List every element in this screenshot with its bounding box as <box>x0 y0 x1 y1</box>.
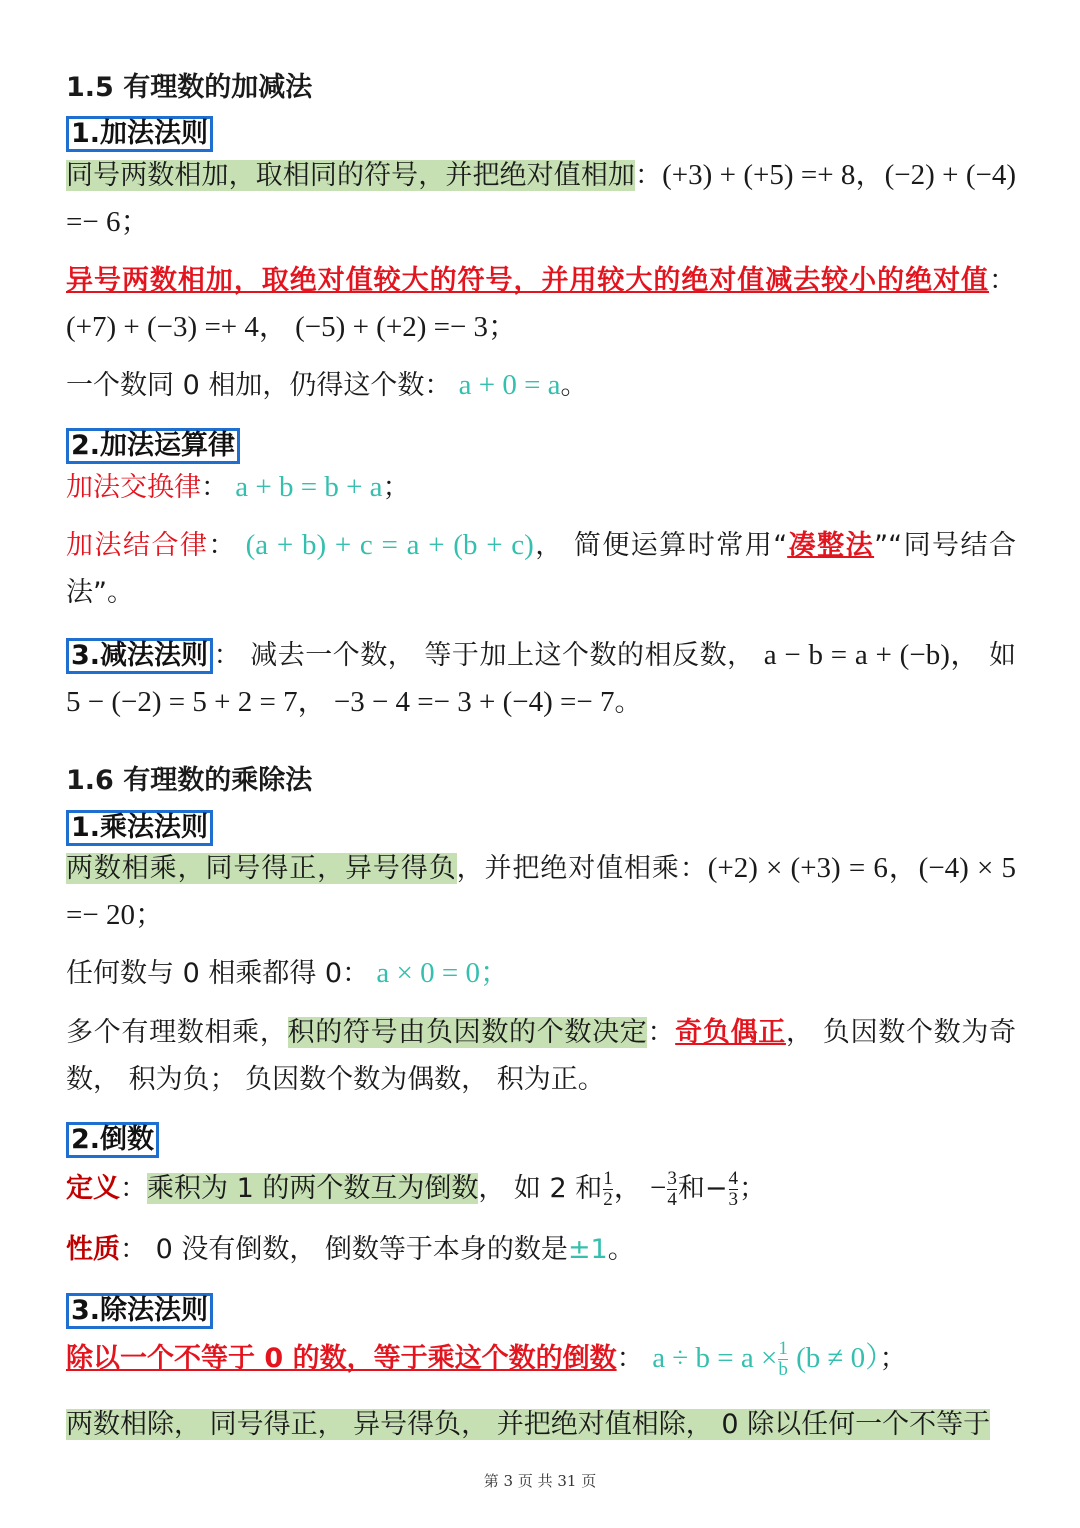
text-segment: 任何数与 0 相乘都得 0： <box>66 958 370 989</box>
text-segment: ， 如 2 和 <box>478 1173 603 1204</box>
paragraph-multiplication <box>66 845 1016 939</box>
text-segment: ； <box>879 1343 907 1374</box>
text-segment: 5 − (−2) = 5 + 2 = 7， −3 − 4 =− 3 + (−4) =− 7 <box>66 686 615 718</box>
paragraph-division-sign <box>66 1401 1016 1448</box>
text-segment: 积的符号由负因数的个数决定 <box>287 1017 648 1048</box>
text-segment: ±1 <box>567 1234 608 1265</box>
text-segment: 和− <box>677 1173 728 1204</box>
text-segment: (+7) + (−3) =+ 4， (−5) + (+2) =− 3； <box>66 311 518 343</box>
fraction <box>729 1169 739 1210</box>
fraction-denominator: 3 <box>728 1189 739 1210</box>
text-segment: 如 <box>979 640 1016 671</box>
heading-box: 2.加法运算律 <box>66 428 240 464</box>
text-segment: (a + b) + c = a + (b + c) <box>236 529 534 561</box>
text-segment: 多个有理数相乘， <box>66 1017 288 1048</box>
text-segment: 凑整法 <box>787 530 875 561</box>
text-segment: 。 <box>560 370 588 401</box>
fraction-denominator: 2 <box>603 1189 613 1210</box>
text-segment: ： <box>989 265 1016 296</box>
fraction-numerator: 3 <box>667 1168 677 1189</box>
fraction <box>778 1339 788 1380</box>
text-segment: (b ≠ 0） <box>788 1342 880 1374</box>
fraction <box>603 1169 613 1210</box>
heading-addition-rule <box>66 110 1016 157</box>
text-segment: ： <box>201 472 228 503</box>
heading-box: 1.乘法法则 <box>66 810 213 846</box>
text-segment: ”“同号结合法”。 <box>66 530 1017 608</box>
text-segment: a + 0 = a <box>451 369 561 401</box>
section-heading: 1.6 有理数的乘除法 <box>66 765 313 796</box>
text-segment: 加法交换律 <box>66 472 201 503</box>
text-segment: a − b = a + (−b)， <box>763 639 980 671</box>
heading-reciprocal <box>66 1116 1016 1163</box>
page-footer: 第 3 页 共 31 页 <box>483 1472 597 1490</box>
text-segment: a × 0 = 0； <box>369 957 509 989</box>
section-title-1-6 <box>66 757 1016 804</box>
paragraph-reciprocal-property <box>66 1226 1016 1273</box>
paragraph-division-rule <box>66 1335 1016 1382</box>
text-segment: ，并把绝对值相乘： <box>456 853 708 884</box>
heading-division-rule <box>66 1287 1016 1334</box>
fraction-numerator: 1 <box>603 1168 613 1189</box>
heading-box: 3.除法法则 <box>66 1293 213 1329</box>
paragraph-reciprocal-definition <box>66 1165 1016 1212</box>
fraction-numerator: 4 <box>728 1168 739 1189</box>
paragraph-multiply-zero <box>66 950 1016 997</box>
text-segment: (+3) + (+5) =+ 8，(−2) + (−4) =− 6； <box>66 159 1017 238</box>
text-segment: ： <box>208 530 237 561</box>
paragraph-diff-sign-addition <box>66 257 1016 351</box>
heading-box: 1.加法法则 <box>66 116 213 152</box>
text-segment: ： <box>120 1173 147 1204</box>
heading-box: 2.倒数 <box>66 1122 159 1158</box>
text-segment: 一个数同 0 相加，仍得这个数： <box>66 370 452 401</box>
paragraph-same-sign-addition <box>66 152 1016 246</box>
text-segment: 奇负偶正 <box>675 1017 786 1048</box>
text-segment: ： <box>647 1017 676 1048</box>
fraction-denominator: b <box>778 1359 788 1380</box>
text-segment: ： <box>616 1343 653 1374</box>
text-segment: 。 <box>607 1234 635 1265</box>
fraction-numerator: 1 <box>778 1338 788 1359</box>
text-segment: 性质 <box>66 1234 120 1265</box>
text-segment: a + b = b + a <box>228 471 383 503</box>
fraction-denominator: 4 <box>667 1189 677 1210</box>
heading-addition-laws <box>66 422 1016 469</box>
text-segment: 加法结合律 <box>66 530 209 561</box>
text-segment: 乘积为 1 的两个数互为倒数 <box>147 1173 479 1204</box>
text-segment: ： 0 没有倒数， 倒数等于本身的数是 <box>120 1234 568 1265</box>
section-heading: 1.5 有理数的加减法 <box>66 72 313 103</box>
text-segment: ： 减去一个数， 等于加上这个数的相反数， <box>213 640 764 671</box>
text-segment: 两数相乘，同号得正，异号得负 <box>66 853 457 884</box>
text-segment: 两数相除， 同号得正， 异号得负， 并把绝对值相除， 0 除以任何一个不等于 <box>66 1409 991 1440</box>
text-segment: 。 <box>614 687 642 718</box>
text-segment: (+2) × (+3) = 6，(−4) × 5 =− 20； <box>66 852 1016 931</box>
text-segment: 同号两数相加，取相同的符号，并把绝对值相加 <box>66 160 636 191</box>
fraction <box>667 1169 677 1210</box>
text-segment: ， 负因数个数为奇数， 积为负； 负因数个数为偶数， 积为正。 <box>66 1017 1017 1095</box>
text-segment: 定义 <box>66 1173 120 1204</box>
heading-box: 3.减法法则 <box>66 638 213 674</box>
paragraph-subtraction-rule <box>66 632 1016 726</box>
text-segment: ， − <box>613 1172 667 1204</box>
text-segment: ； <box>739 1173 767 1204</box>
paragraph-associative <box>66 522 1016 616</box>
text-segment: ； <box>382 472 410 503</box>
paragraph-multiple-factors <box>66 1009 1016 1103</box>
paragraph-add-zero <box>66 362 1016 409</box>
heading-multiplication-rule <box>66 804 1016 851</box>
text-segment: ： <box>635 160 663 191</box>
section-title-1-5 <box>66 64 1016 111</box>
text-segment: 除以一个不等于 0 的数，等于乘这个数的倒数 <box>66 1343 617 1374</box>
text-segment: a ÷ b = a × <box>652 1342 778 1374</box>
paragraph-commutative <box>66 464 1016 511</box>
text-segment: ， 简便运算时常用“ <box>533 530 788 561</box>
text-segment: 异号两数相加，取绝对值较大的符号，并用较大的绝对值减去较小的绝对值 <box>66 265 989 296</box>
